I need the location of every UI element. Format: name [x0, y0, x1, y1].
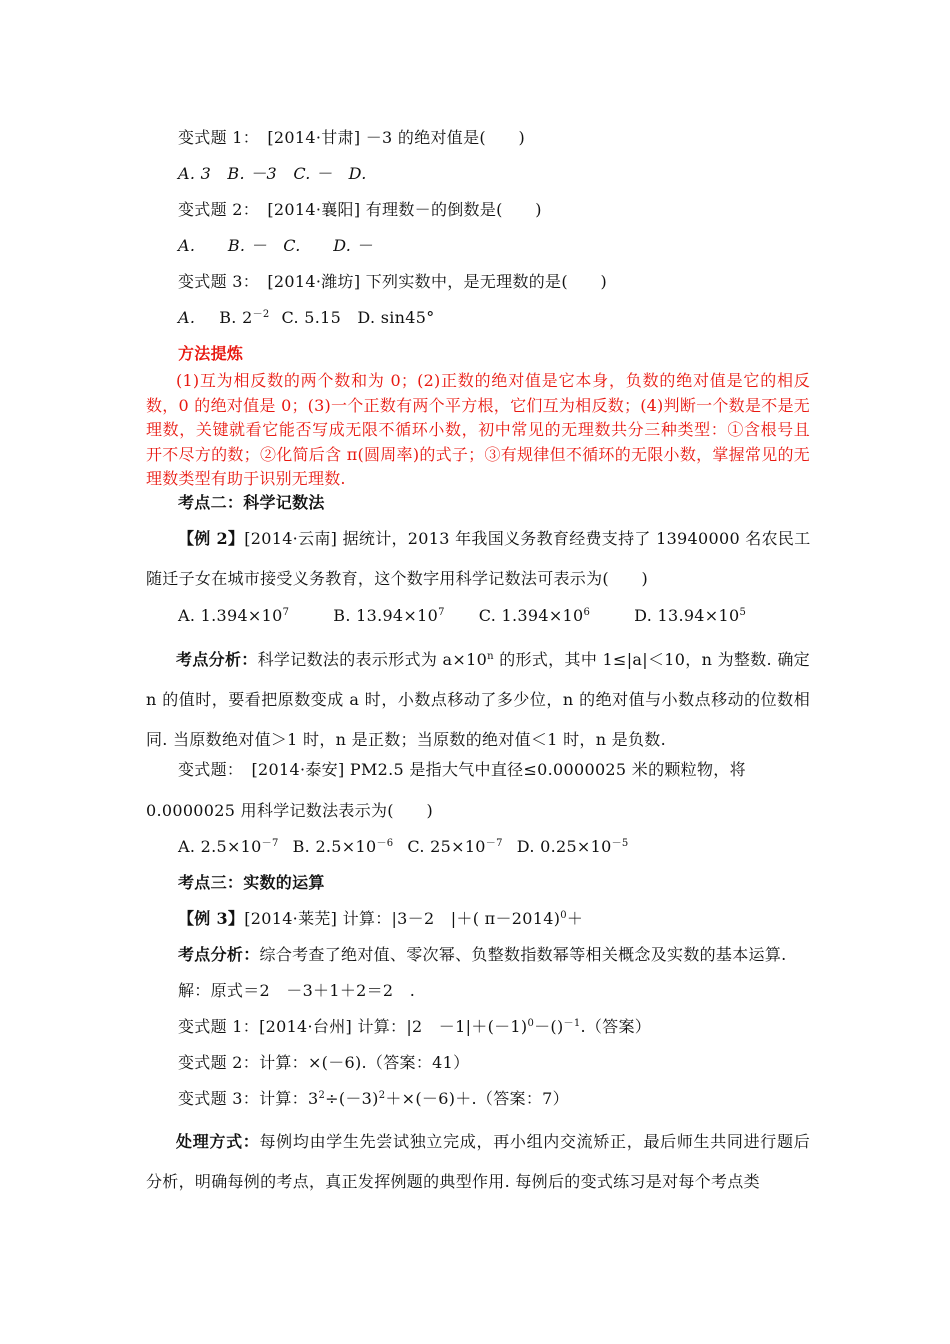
option-a: A. $1.394\times 10^7$: [178, 606, 290, 625]
variant-4-line-1: 变式题： [2014·泰安] PM2.5 是指大气中直径≤0.0000025 米的颗粒物，将: [178, 760, 746, 779]
variant-3-question: 变式题 3： [2014·潍坊] 下列实数中，是无理数的是( ): [178, 272, 608, 291]
method-summary-heading: 方法提炼: [178, 344, 244, 363]
option-c: C. $1.394\times 10^6$: [478, 606, 591, 625]
variant-3-3: 变式题 3：计算：$3^2\div(-3)^2+\times(-6)+$.（答案：7）: [178, 1089, 569, 1108]
option-b: B. $13.94\times 10^7$: [333, 606, 445, 625]
option-d: D. $0.25\times 10^{-5}$: [516, 837, 629, 856]
variant-3-1: 变式题 1：[2014·台州] 计算：|2 $-1|+(-1)^0-()^{-1}$.（答案）: [178, 1017, 652, 1036]
section-2-analysis: 考点分析：科学记数法的表示形式为 $a\times 10^n$ 的形式，其中 1≤|a|＜10，n 为整数. 确定 n 的值时，要看把原数变成 a 时，小数点移动了多少位，n 的绝对值与小数点移动的位数相同. 当原数绝对值＞1 时，n 是正数；当原数的绝对值＜1 时，n 是负数.: [146, 650, 810, 749]
option-a: A.: [178, 308, 196, 327]
option-d: D. $13.94\times 10^5$: [634, 606, 747, 625]
variant-3-2: 变式题 2：计算：×(－6).（答案：41）: [178, 1053, 470, 1072]
option-c: C. $25\times 10^{-7}$: [407, 837, 503, 856]
processing-label: 处理方式：: [176, 1132, 260, 1151]
processing-method: 处理方式：每例均由学生先尝试独立完成，再小组内交流矫正，最后师生共同进行题后分析，明确每例的考点，真正发挥例题的典型作用. 每例后的变式练习是对每个考点类: [146, 1132, 810, 1191]
option-b-exponent: －2: [252, 309, 270, 320]
option-a: A. $2.5\times 10^{-7}$: [178, 837, 279, 856]
example-3: 【例 3】[2014·莱芜] 计算：|3－2 |＋( π－2014)$^0$＋: [178, 909, 584, 928]
method-summary-text: (1)互为相反数的两个数和为 0；(2)正数的绝对值是它本身，负数的绝对值是它的相反数，0 的绝对值是 0；(3)一个正数有两个平方根，它们互为相反数；(4)判断一个数是不是无理数，关键就看它能否写成无限不循环小数，初中常见的无理数共分三种类型：①含根号且开不尽方的数；②化简后含 π(圆周率)的式子；③有规律但不循环的无限小数，掌握常见的无理数类型有助于识别无理数.: [146, 371, 810, 488]
analysis-label: 考点分析：: [176, 650, 258, 669]
section-3-analysis: 考点分析：综合考查了绝对值、零次幂、负整数指数幂等相关概念及实数的基本运算.: [178, 945, 787, 964]
section-3-heading: 考点三：实数的运算: [178, 873, 325, 892]
example-2-label: 【例 2】: [178, 529, 245, 548]
example-3-label: 【例 3】: [178, 909, 245, 928]
variant-2-question: 变式题 2： [2014·襄阳] 有理数－的倒数是( ): [178, 200, 542, 219]
example-2-line-2: 随迁子女在城市接受义务教育，这个数字用科学记数法可表示为( ): [146, 569, 649, 588]
example-2-options: [178, 606, 746, 626]
example-2-line-1: 【例 2】[2014·云南] 据统计，2013 年我国义务教育经费支持了 13940000 名农民工: [178, 529, 811, 548]
section-2-heading: 考点二：科学记数法: [178, 493, 325, 512]
analysis-label: 考点分析：: [178, 945, 260, 964]
variant-4-line-2: 0.0000025 用科学记数法表示为( ): [146, 801, 433, 820]
variant-4-options: [178, 837, 629, 857]
variant-2-options: A. B. － C. D. －: [178, 236, 373, 255]
option-c-d: C. 5.15 D. sin45°: [281, 308, 435, 327]
variant-1-question: 变式题 1： [2014·甘肃] －3 的绝对值是( ): [178, 128, 526, 147]
variant-3-options: [178, 308, 435, 328]
variant-1-options: A. 3 B. －3 C. － D.: [178, 164, 367, 183]
option-b: B. 2: [219, 308, 253, 327]
option-b: B. $2.5\times 10^{-6}$: [292, 837, 394, 856]
solution-3: 解：原式＝2 －3＋1＋2＝2 .: [178, 981, 416, 1000]
